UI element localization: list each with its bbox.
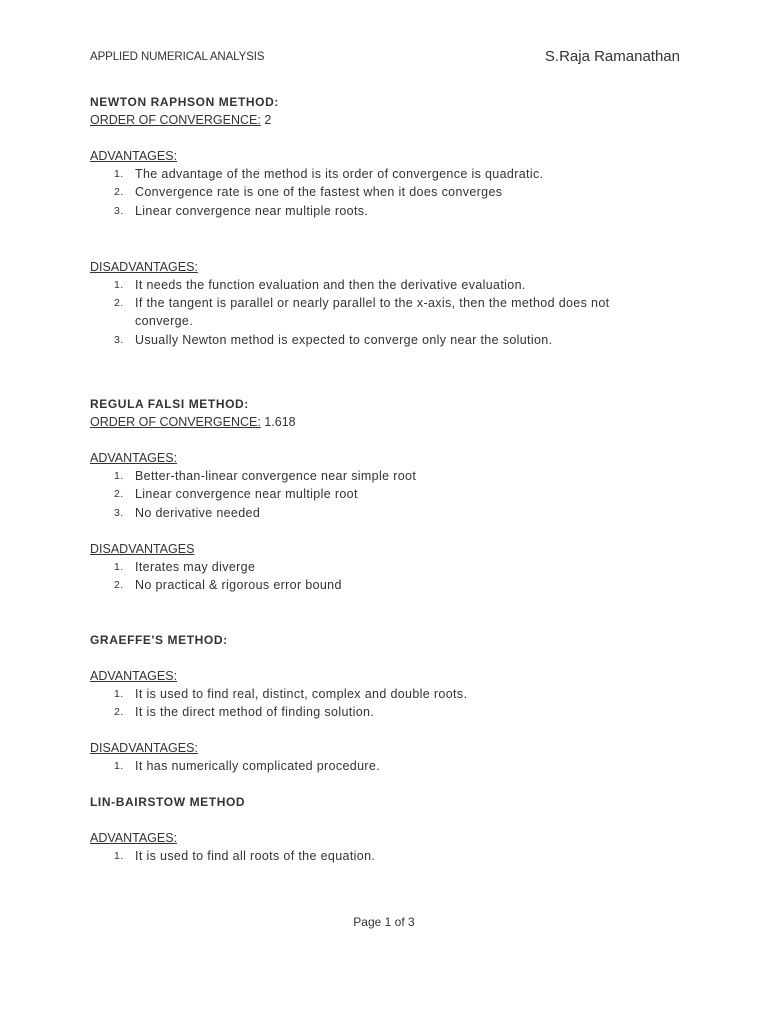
list-item <box>90 467 690 485</box>
disadvantages-list <box>90 276 690 349</box>
page-footer <box>0 915 768 929</box>
course-title: APPLIED NUMERICAL ANALYSIS <box>90 51 265 63</box>
list-item-text: Usually Newton method is expected to converge only near the solution. <box>135 332 553 347</box>
list-number: 2. <box>114 297 124 310</box>
advantages-list <box>90 847 690 865</box>
advantages-heading: ADVANTAGES: <box>90 149 178 163</box>
list-item <box>90 202 690 220</box>
method-title: LIN-BAIRSTOW METHOD <box>90 795 246 810</box>
list-item <box>90 847 690 865</box>
list-item-text: Iterates may diverge <box>135 559 256 574</box>
list-number: 1. <box>114 278 124 291</box>
list-item <box>90 703 690 721</box>
list-item <box>90 558 690 576</box>
list-number: 3. <box>114 506 124 519</box>
page-header <box>90 48 680 68</box>
advantages-list <box>90 165 690 220</box>
list-item <box>90 685 690 703</box>
list-item <box>90 276 690 294</box>
order-of-convergence <box>90 111 690 129</box>
list-item <box>90 485 690 503</box>
list-item <box>90 576 690 594</box>
list-item <box>90 294 690 331</box>
disadvantages-heading: DISADVANTAGES: <box>90 741 198 756</box>
section-newton-raphson <box>90 93 690 349</box>
list-item-text: Linear convergence near multiple root <box>135 487 358 502</box>
section-regula-falsi <box>90 395 690 594</box>
list-item <box>90 331 690 349</box>
list-number: 1. <box>114 560 124 573</box>
list-item <box>90 757 690 775</box>
list-number: 1. <box>114 687 124 700</box>
list-item-text: It is the direct method of finding solution. <box>135 704 375 719</box>
list-number: 1. <box>114 470 124 483</box>
list-item-text: Convergence rate is one of the fastest when it does converges <box>135 185 503 200</box>
order-label: ORDER OF CONVERGENCE: <box>90 113 261 127</box>
list-number: 2. <box>114 488 124 501</box>
list-item-text: It is used to find real, distinct, complex and double roots. <box>135 686 468 701</box>
method-title: NEWTON RAPHSON METHOD: <box>90 95 279 109</box>
page-number: Page 1 of 3 <box>353 915 415 929</box>
list-item <box>90 504 690 522</box>
list-item-text: If the tangent is parallel or nearly parallel to the x-axis, then the method does not converge. <box>135 296 610 329</box>
list-item-text: Better-than-linear convergence near simple root <box>135 469 417 484</box>
list-item-text: The advantage of the method is its order of convergence is quadratic. <box>135 167 544 181</box>
disadvantages-list <box>90 757 690 775</box>
disadvantages-heading: DISADVANTAGES: <box>90 259 198 274</box>
list-number: 2. <box>114 705 124 718</box>
order-value: 2 <box>264 113 272 127</box>
section-lin-bairstow <box>90 793 690 865</box>
order-of-convergence <box>90 413 690 431</box>
list-number: 1. <box>114 850 124 863</box>
document-body <box>90 93 690 866</box>
order-value: 1.618 <box>264 415 296 430</box>
list-item-text: It needs the function evaluation and then the derivative evaluation. <box>135 277 526 292</box>
disadvantages-list <box>90 558 690 595</box>
list-number: 2. <box>114 579 124 592</box>
advantages-list <box>90 467 690 522</box>
section-graeffe <box>90 631 690 776</box>
list-item-text: Linear convergence near multiple roots. <box>135 203 369 218</box>
advantages-heading: ADVANTAGES: <box>90 451 178 466</box>
list-item <box>90 165 690 183</box>
method-title: GRAEFFE'S METHOD: <box>90 632 228 647</box>
list-number: 3. <box>114 333 124 346</box>
list-item-text: It is used to find all roots of the equation. <box>135 849 376 864</box>
list-item-text: No derivative needed <box>135 505 261 520</box>
list-item-text: It has numerically complicated procedure. <box>135 759 381 774</box>
advantages-heading: ADVANTAGES: <box>90 831 178 846</box>
method-title: REGULA FALSI METHOD: <box>90 397 249 412</box>
advantages-heading: ADVANTAGES: <box>90 668 178 683</box>
list-item-text: No practical & rigorous error bound <box>135 578 342 593</box>
list-number: 1. <box>114 168 124 180</box>
list-number: 2. <box>114 186 124 199</box>
order-label: ORDER OF CONVERGENCE: <box>90 415 261 430</box>
list-number: 1. <box>114 760 124 773</box>
disadvantages-heading: DISADVANTAGES <box>90 541 195 556</box>
list-number: 3. <box>114 204 124 217</box>
advantages-list <box>90 685 690 722</box>
list-item <box>90 183 690 201</box>
author-name: S.Raja Ramanathan <box>544 48 680 65</box>
